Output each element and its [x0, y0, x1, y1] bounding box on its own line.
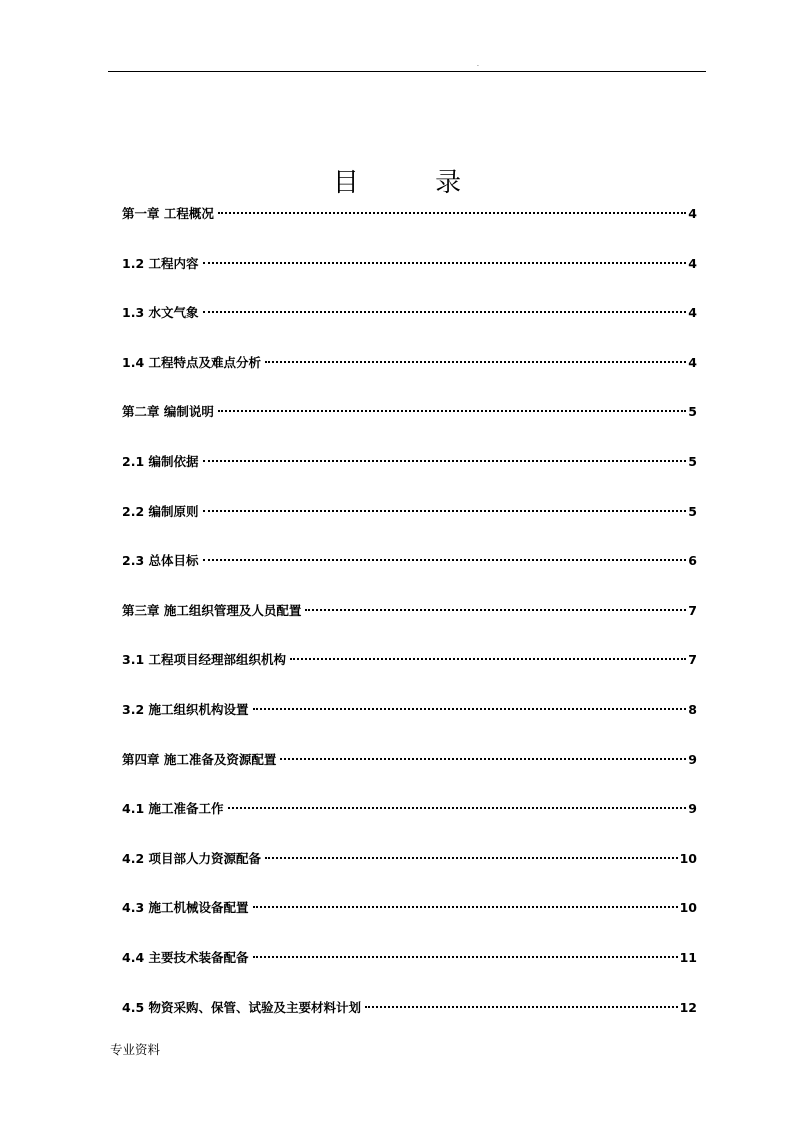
toc-entry[interactable]	[122, 797, 697, 847]
toc-leader-dots	[305, 595, 686, 611]
toc-entry-page: 6	[688, 553, 697, 569]
toc-leader-dots	[265, 347, 686, 363]
toc-entry[interactable]	[122, 896, 697, 946]
toc-entry[interactable]	[122, 698, 697, 748]
toc-entry-label: 4.3 施工机械设备配置	[122, 900, 249, 916]
header-rule	[108, 71, 706, 72]
toc-entry-page: 11	[679, 949, 697, 965]
toc-leader-dots	[253, 892, 678, 908]
toc-entry[interactable]	[122, 351, 697, 401]
toc-entry[interactable]	[122, 648, 697, 698]
toc-leader-dots	[203, 248, 687, 264]
toc-entry-label: 2.1 编制依据	[122, 453, 199, 469]
toc-entry-label: 第三章 施工组织管理及人员配置	[122, 602, 302, 618]
toc-entry-label: 1.2 工程内容	[122, 255, 199, 271]
footer-label: 专业资料	[110, 1042, 161, 1057]
toc-entry-page: 7	[688, 602, 697, 618]
toc-entry-label: 1.3 水文气象	[122, 305, 199, 321]
toc-entry-label: 2.3 总体目标	[122, 553, 199, 569]
toc-entry-page: 4	[688, 255, 697, 271]
toc-entry[interactable]	[122, 252, 697, 302]
toc-entry[interactable]	[122, 400, 697, 450]
toc-entry-label: 4.4 主要技术装备配备	[122, 949, 249, 965]
toc-entry-page: 5	[688, 404, 697, 420]
toc-entry-page: 7	[688, 652, 697, 668]
toc-leader-dots	[365, 992, 678, 1008]
toc-entry[interactable]	[122, 500, 697, 550]
toc-entry[interactable]	[122, 996, 697, 1046]
header-mark: .	[477, 61, 479, 68]
toc-leader-dots	[203, 297, 687, 313]
toc-entry[interactable]	[122, 549, 697, 599]
toc-entry-label: 3.2 施工组织机构设置	[122, 701, 249, 717]
toc-entry-page: 10	[679, 850, 697, 866]
toc-leader-dots	[280, 744, 686, 760]
toc-entry-label: 1.4 工程特点及难点分析	[122, 354, 261, 370]
toc-entry-label: 2.2 编制原则	[122, 503, 199, 519]
toc-leader-dots	[203, 496, 687, 512]
toc-entry-label: 第四章 施工准备及资源配置	[122, 751, 277, 767]
toc-entry-label: 4.5 物资采购、保管、试验及主要材料计划	[122, 999, 361, 1015]
table-of-contents	[122, 202, 697, 1045]
toc-leader-dots	[253, 942, 678, 958]
toc-entry-label: 第一章 工程概况	[122, 206, 214, 221]
toc-entry-page: 9	[688, 801, 697, 817]
toc-entry[interactable]	[122, 301, 697, 351]
toc-leader-dots	[203, 446, 687, 462]
toc-entry[interactable]	[122, 599, 697, 649]
toc-entry-page: 10	[679, 900, 697, 916]
toc-leader-dots	[290, 644, 686, 660]
toc-entry[interactable]	[122, 847, 697, 897]
toc-entry-page: 12	[679, 999, 697, 1015]
toc-entry-page: 9	[688, 751, 697, 767]
toc-entry-page: 4	[688, 206, 697, 221]
toc-entry-page: 5	[688, 453, 697, 469]
toc-entry-label: 4.2 项目部人力资源配备	[122, 850, 261, 866]
toc-entry-label: 4.1 施工准备工作	[122, 801, 224, 817]
toc-entry-page: 4	[688, 354, 697, 370]
page-title: 目 录	[332, 168, 496, 199]
toc-entry[interactable]	[122, 202, 697, 252]
toc-entry-page: 8	[688, 701, 697, 717]
toc-leader-dots	[228, 793, 687, 809]
toc-entry[interactable]	[122, 450, 697, 500]
toc-entry-page: 4	[688, 305, 697, 321]
toc-entry-label: 3.1 工程项目经理部组织机构	[122, 652, 286, 668]
toc-leader-dots	[253, 694, 687, 710]
toc-entry[interactable]	[122, 946, 697, 996]
toc-leader-dots	[218, 198, 686, 214]
toc-leader-dots	[218, 396, 686, 412]
toc-entry-page: 5	[688, 503, 697, 519]
toc-leader-dots	[203, 545, 687, 561]
toc-entry-label: 第二章 编制说明	[122, 404, 214, 420]
toc-leader-dots	[265, 843, 678, 859]
toc-entry[interactable]	[122, 748, 697, 798]
